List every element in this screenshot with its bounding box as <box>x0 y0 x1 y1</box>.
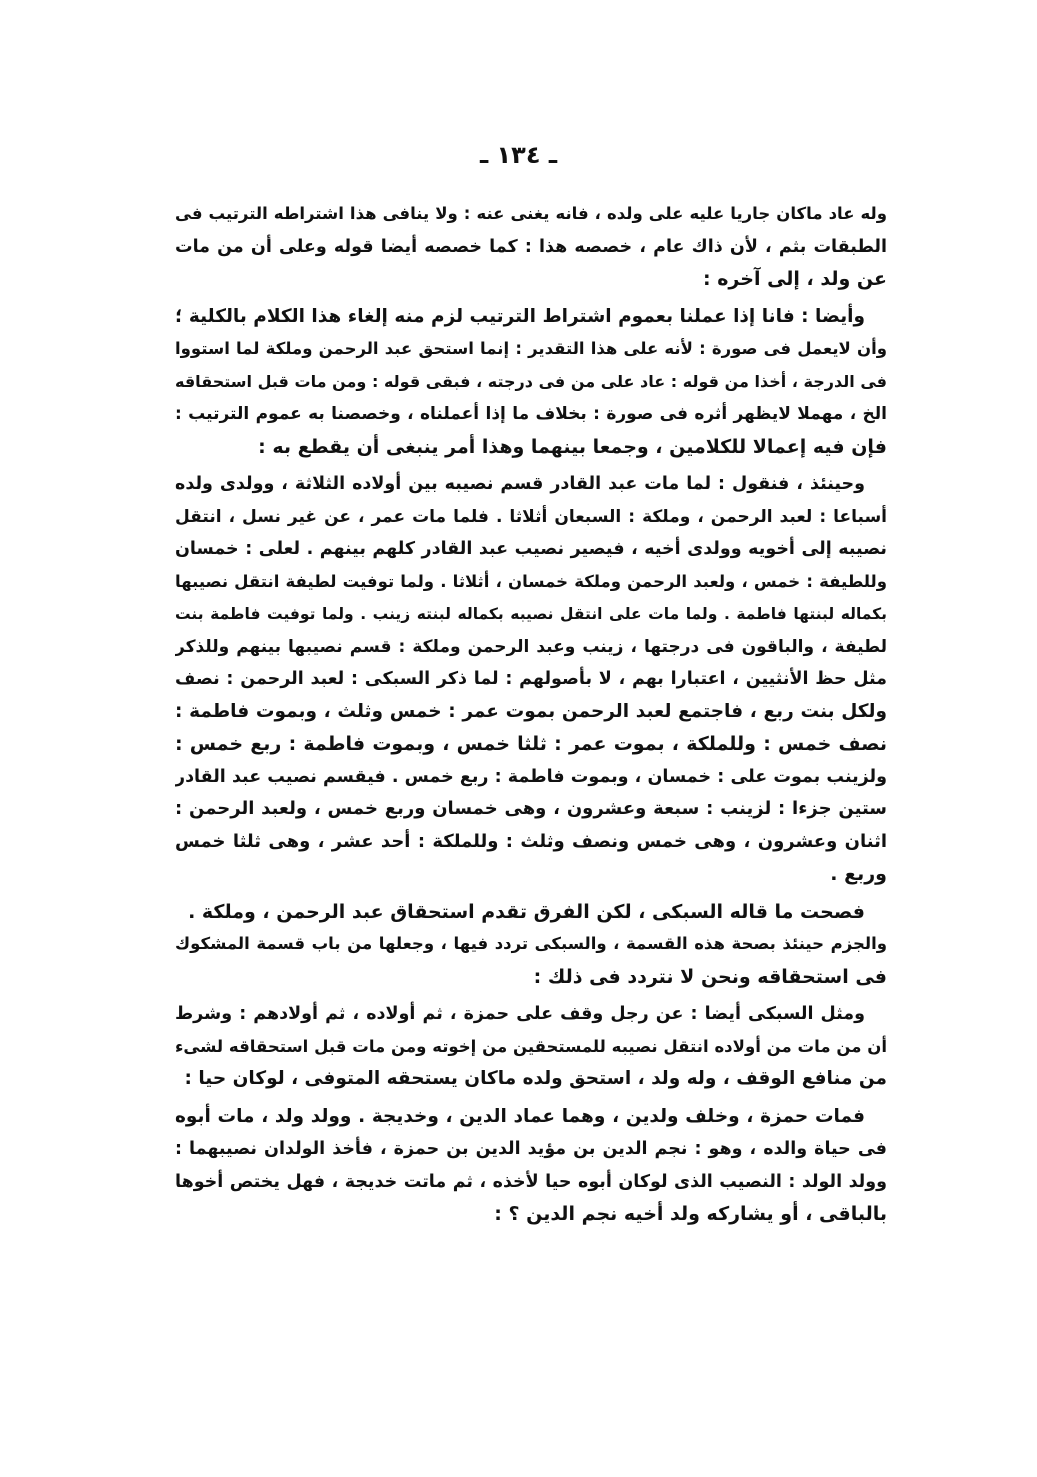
text-line: عن ولد ، إلى آخره : <box>703 268 887 290</box>
text-line: بالباقى ، أو يشاركه ولد أخيه نجم الدين ؟ : <box>494 1203 887 1225</box>
text-line: فى حياة والده ، وهو : نجم الدين بن مؤيد الدين بن حمزة ، فأخذ الولدان نصيبهما : <box>175 1139 887 1159</box>
text-line: وربع . <box>830 863 887 885</box>
paragraph-6 <box>175 1101 887 1231</box>
text-line: ولكل بنت ربع ، فاجتمع لعبد الرحمن بموت عمر : خمس وثلث ، وبموت فاطمة : <box>175 700 887 722</box>
text-line: الطبقات بثم ، لأن ذاك عام ، خصصه هذا : كما خصصه أيضا قوله وعلى أن من مات <box>175 236 887 257</box>
text-line: وولد الولد : النصيب الذى لوكان أبوه حيا لأخذه ، ثم ماتت خديجة ، فهل يختص أخوها <box>175 1171 887 1192</box>
text-line: وأيضا : فانا إذا عملنا بعموم اشتراط الترتيب لزم منه إلغاء هذا الكلام بالكلية ؛ <box>175 305 865 327</box>
paragraph-5 <box>175 998 887 1096</box>
text-line: فمات حمزة ، وخلف ولدين ، وهما عماد الدين ، وخديجة . وولد ولد ، مات أبوه <box>175 1105 865 1127</box>
text-line: وأن لايعمل فى صورة : لأنه على هذا التقدير : إنما استحق عبد الرحمن وملكة لما استووا <box>175 339 887 358</box>
text-line: وحينئذ ، فنقول : لما مات عبد القادر قسم نصيبه بين أولاده الثلاثة ، وولدى ولده <box>175 474 865 494</box>
text-line: وللطيفة : خمس ، ولعبد الرحمن وملكة خمسان ، أثلاثا . ولما توفيت لطيفة انتقل نصيبها <box>175 571 887 591</box>
text-line: ومثل السبكى أيضا : عن رجل وقف على حمزة ، ثم أولاده ، ثم أولادهم : وشرط <box>175 1004 865 1024</box>
paragraph-4 <box>175 896 887 994</box>
paragraph-3 <box>175 468 887 891</box>
text-line: من منافع الوقف ، وله ولد ، استحق ولده ماكان يستحقه المتوفى ، لوكان حيا : <box>184 1068 887 1089</box>
text-line: فإن فيه إعمالا للكلامين ، وجمعا بينهما وهذا أمر ينبغى أن يقطع به : <box>258 435 887 458</box>
text-line: فصحت ما قاله السبكى ، لكن الفرق تقدم استحقاق عبد الرحمن ، وملكة . <box>188 900 865 923</box>
text-line: ستين جزءا : لزينب : سبعة وعشرون ، وهى خمسان وربع خمس ، ولعبد الرحمن : <box>175 798 887 819</box>
text-line: مثل حظ الأنثيين ، اعتبارا بهم ، لا بأصولهم : لما ذكر السبكى : لعبد الرحمن : نصف <box>175 669 887 689</box>
text-line: بكماله لبنتها فاطمة . ولما مات على انتقل نصيبه بكماله لبنته زينب . ولما توفيت فاطمة بنت <box>175 605 887 623</box>
text-line: والجزم حينئذ بصحة هذه القسمة ، والسبكى تردد فيها ، وجعلها من باب قسمة المشكوك <box>175 934 887 953</box>
text-line: ولزينب بموت على : خمسان ، وبموت فاطمة : ربع خمس . فيقسم نصيب عبد القادر <box>175 766 887 787</box>
paragraph-2 <box>175 301 887 464</box>
text-line: الخ ، مهملا لايظهر أثره فى صورة : بخلاف ما إذا أعملناه ، وخصصنا به عموم الترتيب : <box>175 404 887 424</box>
paragraph-1 <box>175 198 887 296</box>
text-line: اثنان وعشرون ، وهى خمس ونصف وثلث : وللملكة : أحد عشر ، وهى ثلثا خمس <box>175 830 887 852</box>
text-line: نصيبه إلى أخويه وولدى أخيه ، فيصير نصيب عبد القادر كلهم بينهم . لعلى : خمسان <box>175 539 887 559</box>
text-line: أن من مات من أولاده انتقل نصيبه للمستحقين من إخوته ومن مات قبل استحقاقه لشىء <box>175 1036 887 1056</box>
body-text <box>175 198 887 1231</box>
text-line: أسباعا : لعبد الرحمن ، وملكة : السبعان أثلاثا . فلما مات عمر ، عن غير نسل ، انتقل <box>175 506 887 527</box>
page-number: ـ ١٣٤ ـ <box>479 141 558 169</box>
text-line: لطيفة ، والباقون فى درجتها ، زينب وعبد الرحمن وملكة : قسم نصيبها بينهم وللذكر <box>175 636 887 657</box>
text-line: نصف خمس : وللملكة ، بموت عمر : ثلثا خمس ، وبموت فاطمة : ربع خمس : <box>175 733 887 755</box>
text-line: وله عاد ماكان جاريا عليه على ولده ، فانه يغنى عنه : ولا ينافى هذا اشتراطه الترتيب فى <box>175 204 887 223</box>
text-line: فى استحقاقه ونحن لا نتردد فى ذلك : <box>533 965 887 988</box>
text-line: فى الدرجة ، أخذا من قوله : عاد على من فى درجته ، فبقى قوله : ومن مات قبل استحقاقه <box>175 371 887 391</box>
